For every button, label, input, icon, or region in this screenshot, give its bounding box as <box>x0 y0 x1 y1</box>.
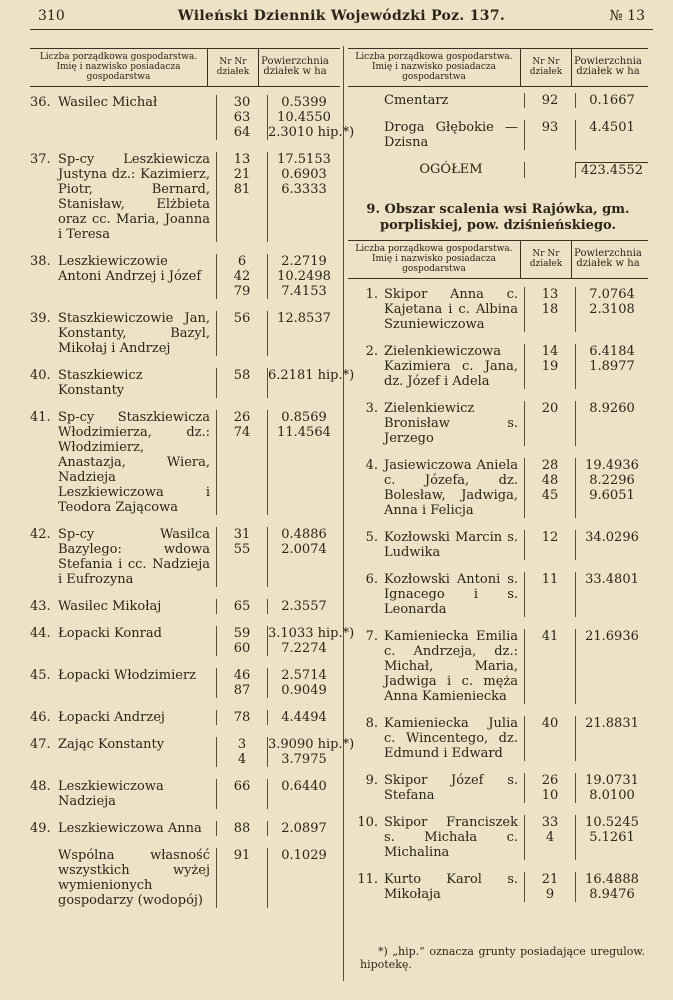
plot-areas <box>575 530 648 560</box>
owner-name: Jasiewiczowa Aniela c. Józefa, dz. Bolesław, Jadwiga, Anna i Felicja <box>384 458 518 518</box>
plot-areas <box>267 527 340 587</box>
entry-number: 42. <box>30 527 51 542</box>
plot-areas <box>575 401 648 446</box>
header-rule <box>30 29 653 30</box>
plot-numbers <box>216 779 267 809</box>
plot-area: 17.5153 <box>277 152 331 167</box>
plot-number: 26 <box>233 410 251 425</box>
plot-areas <box>267 668 340 698</box>
plot-numbers <box>216 668 267 698</box>
table-row <box>30 626 355 656</box>
plot-areas <box>575 162 648 178</box>
plot-numbers <box>524 872 575 902</box>
table-row <box>30 95 355 140</box>
plot-number: 41 <box>541 629 559 644</box>
table-row <box>30 368 355 398</box>
owner-name: Sp-cy Wasilca Bazylego: wdowa Stefania i cc. Nadzieja i Eufrozyna <box>58 527 210 587</box>
left-column <box>30 48 355 908</box>
table-row <box>348 629 648 704</box>
plot-area: 34.0296 <box>585 530 639 545</box>
plot-number: 88 <box>233 821 251 836</box>
plot-number: 79 <box>233 284 251 299</box>
plot-numbers <box>524 344 575 389</box>
entry-number: 3. <box>365 401 378 416</box>
plot-areas <box>575 572 648 617</box>
owner-name: Cmentarz <box>384 93 449 108</box>
entry-number: 4. <box>365 458 378 473</box>
owner-name: Wspólna własność wszystkich wyżej wymienionych gospodarzy (wodopój) <box>58 848 210 908</box>
plot-numbers <box>216 626 267 656</box>
plot-areas <box>267 821 340 836</box>
plot-number: 48 <box>541 473 559 488</box>
entry-number <box>30 848 58 908</box>
plot-numbers <box>216 368 267 398</box>
plot-number: 21 <box>233 167 251 182</box>
plot-area: 0.4886 <box>281 527 327 542</box>
plot-areas <box>575 716 648 761</box>
table-header-right-top <box>348 48 648 87</box>
plot-number: 30 <box>233 95 251 110</box>
table-row <box>30 668 340 698</box>
table-header-right <box>348 240 648 279</box>
owner-name: Łopacki Konrad <box>58 626 162 641</box>
entry-number: 1. <box>365 287 378 302</box>
table-row <box>348 716 648 761</box>
plot-area: 1.8977 <box>589 359 635 374</box>
entry-number: 9. <box>365 773 378 788</box>
table-row <box>348 93 648 108</box>
plot-areas <box>575 344 648 389</box>
plot-areas <box>575 872 648 902</box>
plot-areas <box>267 254 340 299</box>
entry-number: 43. <box>30 599 51 614</box>
owner-name: Kamieniecka Emilia c. Andrzeja, dz.: Michał, Maria, Jadwiga i c. męża Anna Kamieniecka <box>384 629 518 704</box>
plot-numbers <box>524 162 575 178</box>
plot-area: 0.6440 <box>281 779 327 794</box>
plot-area: 423.4552 <box>580 163 644 178</box>
plot-area: 19.0731 <box>585 773 639 788</box>
plot-numbers <box>216 821 267 836</box>
plot-numbers <box>216 254 267 299</box>
plot-area: 0.6903 <box>281 167 327 182</box>
right-top-table-body <box>348 93 648 178</box>
plot-area: 7.2274 <box>281 641 327 656</box>
plot-number: 14 <box>541 344 559 359</box>
left-table-body <box>30 95 355 908</box>
plot-area: 8.9476 <box>589 887 635 902</box>
entry-number: 49. <box>30 821 51 836</box>
plot-numbers <box>216 599 267 614</box>
plot-area: 2.0897 <box>281 821 327 836</box>
plot-numbers <box>216 710 267 725</box>
table-row <box>348 815 648 860</box>
plot-areas <box>267 626 355 656</box>
plot-area: 2.5714 <box>281 668 327 683</box>
plot-number: 26 <box>541 773 559 788</box>
plot-numbers <box>216 95 267 140</box>
owner-name: Wasilec Mikołaj <box>58 599 162 614</box>
entry-number: 8. <box>365 716 378 731</box>
plot-number: 93 <box>541 120 559 135</box>
owner-name: Droga Głębokie — Dzisna <box>384 120 518 150</box>
plot-areas <box>267 848 340 908</box>
plot-number: 92 <box>541 93 559 108</box>
plot-number: 58 <box>233 368 251 383</box>
owner-name: Łopacki Andrzej <box>58 710 165 725</box>
plot-numbers <box>524 401 575 446</box>
plot-number: 65 <box>233 599 251 614</box>
header-area: Powierzchnia działek w ha <box>571 241 644 278</box>
owner-name: Leszkiewiczowa Nadzieja <box>58 779 164 809</box>
plot-number: 74 <box>233 425 251 440</box>
entry-number <box>348 120 384 150</box>
plot-number: 87 <box>233 683 251 698</box>
plot-areas <box>267 410 340 515</box>
plot-number: 6 <box>237 254 247 269</box>
plot-area: 4.4494 <box>281 710 327 725</box>
entry-number: 39. <box>30 311 51 326</box>
right-table-body <box>348 287 648 902</box>
owner-name: Staszkiewiczowie Jan, Konstanty, Bazyl, Mikołaj i Andrzej <box>58 311 210 356</box>
plot-area: 9.6051 <box>589 488 635 503</box>
entry-number: 44. <box>30 626 51 641</box>
plot-areas <box>575 458 648 518</box>
plot-number: 60 <box>233 641 251 656</box>
plot-number: 4 <box>545 830 555 845</box>
table-row <box>348 401 648 446</box>
plot-areas <box>267 737 355 767</box>
entry-number: 41. <box>30 410 51 425</box>
owner-name: Sp-cy Leszkiewicza Justyna dz.: Kazimierz, Piotr, Bernard, Stanisław, Elżbieta oraz cc. Maria, Joanna i Teresa <box>58 152 210 242</box>
plot-area: 16.4888 <box>585 872 639 887</box>
plot-area: 33.4801 <box>585 572 639 587</box>
plot-areas <box>267 368 355 398</box>
entry-number: 45. <box>30 668 51 683</box>
plot-numbers <box>524 287 575 332</box>
plot-area: 6.2181 hip.*) <box>268 368 355 383</box>
table-row <box>30 527 340 587</box>
footnote: *) „hip.“ oznacza grunty posiadające uregulow. hipotekę. <box>360 945 645 971</box>
table-row <box>348 458 648 518</box>
table-row <box>348 287 648 332</box>
owner-name: Staszkiewicz Konstanty <box>58 368 143 398</box>
page-number: 310 <box>38 8 65 24</box>
plot-area: 12.8537 <box>277 311 331 326</box>
plot-area: 10.4550 <box>277 110 331 125</box>
plot-area: 3.7975 <box>281 752 327 767</box>
header-plots: Nr Nr działek <box>520 49 571 86</box>
plot-area: 6.4184 <box>589 344 635 359</box>
plot-number: 13 <box>233 152 251 167</box>
entry-number: 38. <box>30 254 51 269</box>
plot-area: 19.4936 <box>585 458 639 473</box>
plot-areas <box>575 773 648 803</box>
plot-area: 8.0100 <box>589 788 635 803</box>
plot-number: 46 <box>233 668 251 683</box>
table-row <box>30 821 340 836</box>
plot-areas <box>267 710 340 725</box>
entry-number <box>348 162 384 178</box>
header-owner: Liczba porządkowa gospodarstwa. Imię i nazwisko posiadacza gospodarstwa <box>355 52 513 82</box>
table-row <box>30 152 340 242</box>
table-row <box>30 779 340 809</box>
entry-number: 2. <box>365 344 378 359</box>
section-title: 9. Obszar scalenia wsi Rajówka, gm. porpliskiej, pow. dziśnieńskiego. <box>366 202 630 233</box>
owner-name: Kurto Karol s. Mikołaja <box>384 872 518 902</box>
plot-numbers <box>524 815 575 860</box>
plot-areas <box>267 152 340 242</box>
table-row <box>30 848 340 908</box>
plot-area: 3.9090 hip.*) <box>268 737 355 752</box>
plot-number: 59 <box>233 626 251 641</box>
plot-numbers <box>216 527 267 587</box>
plot-area: 0.1029 <box>281 848 327 863</box>
header-owner: Liczba porządkowa gospodarstwa. Imię i nazwisko posiadacza gospodarstwa <box>39 52 198 82</box>
plot-number: 81 <box>233 182 251 197</box>
plot-numbers <box>216 311 267 356</box>
plot-areas <box>575 93 648 108</box>
table-row <box>30 254 340 299</box>
owner-name: Leszkiewiczowie Antoni Andrzej i Józef <box>58 254 202 284</box>
table-header-left <box>30 48 340 87</box>
plot-number: 64 <box>233 125 251 140</box>
plot-area: 2.0074 <box>281 542 327 557</box>
plot-area: 7.4153 <box>281 284 327 299</box>
table-row <box>348 572 648 617</box>
table-row <box>30 410 340 515</box>
plot-numbers <box>524 629 575 704</box>
table-row <box>30 710 340 725</box>
owner-name: Wasilec Michał <box>58 95 158 110</box>
entry-number: 37. <box>30 152 51 167</box>
plot-number: 45 <box>541 488 559 503</box>
owner-name: Leszkiewiczowa Anna <box>58 821 202 836</box>
plot-area: 2.3108 <box>589 302 635 317</box>
header-area: Powierzchnia działek w ha <box>258 49 331 86</box>
plot-area: 21.6936 <box>585 629 639 644</box>
plot-number: 91 <box>233 848 251 863</box>
plot-numbers <box>524 773 575 803</box>
plot-numbers <box>216 848 267 908</box>
owner-name: Łopacki Włodzimierz <box>58 668 197 683</box>
plot-area: 5.1261 <box>589 830 635 845</box>
plot-numbers <box>524 120 575 150</box>
entry-number: 6. <box>365 572 378 587</box>
table-row <box>30 311 340 356</box>
plot-area: 0.5399 <box>281 95 327 110</box>
table-row <box>348 773 648 803</box>
table-row <box>348 120 648 150</box>
owner-name: Skipor Anna c. Kajetana i c. Albina Szuniewiczowa <box>384 287 518 332</box>
plot-number: 42 <box>233 269 251 284</box>
plot-areas <box>267 599 340 614</box>
entry-number: 46. <box>30 710 51 725</box>
plot-area: 8.9260 <box>589 401 635 416</box>
plot-number: 21 <box>541 872 559 887</box>
entry-number: 40. <box>30 368 51 383</box>
plot-number: 10 <box>541 788 559 803</box>
plot-number: 56 <box>233 311 251 326</box>
plot-area: 6.3333 <box>281 182 327 197</box>
entry-number: 47. <box>30 737 51 752</box>
plot-numbers <box>524 530 575 560</box>
plot-area: 2.3010 hip.*) <box>268 125 355 140</box>
table-row <box>30 599 340 614</box>
entry-number: 11. <box>357 872 378 887</box>
plot-area: 2.2719 <box>281 254 327 269</box>
owner-name: Skipor Franciszek s. Michała c. Michalina <box>384 815 518 860</box>
plot-number: 12 <box>541 530 559 545</box>
page-header <box>38 8 645 26</box>
plot-number: 33 <box>541 815 559 830</box>
table-row <box>348 530 648 560</box>
plot-area: 7.0764 <box>589 287 635 302</box>
owner-name: Skipor Józef s. Stefana <box>384 773 518 803</box>
owner-name: Kozłowski Antoni s. Ignacego i s. Leonarda <box>384 572 518 617</box>
plot-area: 8.2296 <box>589 473 635 488</box>
entry-number: 5. <box>365 530 378 545</box>
plot-number: 19 <box>541 359 559 374</box>
plot-numbers <box>216 152 267 242</box>
plot-area: 3.1033 hip.*) <box>268 626 355 641</box>
journal-title: Wileński Dziennik Wojewódzki Poz. 137. <box>177 8 506 24</box>
owner-name: Kozłowski Marcin s. Ludwika <box>384 530 518 560</box>
plot-area: 11.4564 <box>277 425 331 440</box>
plot-areas <box>267 311 340 356</box>
plot-area: 0.9049 <box>281 683 327 698</box>
plot-areas <box>267 779 340 809</box>
plot-areas <box>575 287 648 332</box>
entry-number: 10. <box>357 815 378 830</box>
plot-area: 10.2498 <box>277 269 331 284</box>
plot-area: 0.1667 <box>589 93 635 108</box>
column-divider <box>343 46 344 981</box>
table-row <box>348 872 648 902</box>
plot-number: 4 <box>237 752 247 767</box>
plot-numbers <box>216 737 267 767</box>
plot-number: 9 <box>545 887 555 902</box>
owner-name: Zielenkiewicz Bronisław s. Jerzego <box>384 401 518 446</box>
issue-number: № 13 <box>609 8 645 24</box>
entry-number: 36. <box>30 95 51 110</box>
plot-number: 55 <box>233 542 251 557</box>
owner-name: Kamieniecka Julia c. Wincentego, dz. Edmund i Edward <box>384 716 518 761</box>
plot-area: 10.5245 <box>585 815 639 830</box>
header-plots: Nr Nr działek <box>207 49 258 86</box>
plot-areas <box>575 815 648 860</box>
right-column <box>348 48 648 902</box>
plot-number: 31 <box>233 527 251 542</box>
owner-name: Zając Konstanty <box>58 737 165 752</box>
plot-numbers <box>216 410 267 515</box>
plot-area: 4.4501 <box>589 120 635 135</box>
owner-name: OGÓŁEM <box>419 162 483 177</box>
plot-area: 21.8831 <box>585 716 639 731</box>
plot-number: 63 <box>233 110 251 125</box>
plot-areas <box>575 120 648 150</box>
plot-area: 0.8569 <box>281 410 327 425</box>
plot-numbers <box>524 458 575 518</box>
owner-name: Sp-cy Staszkiewicza Włodzimierza, dz.: Włodzimierz, Anastazja, Wiera, Nadzieja Leszkiewiczowa i Teodora Zającowa <box>58 410 210 515</box>
plot-number: 20 <box>541 401 559 416</box>
entry-number <box>348 93 384 108</box>
plot-number: 28 <box>541 458 559 473</box>
header-owner: Liczba porządkowa gospodarstwa. Imię i nazwisko posiadacza gospodarstwa <box>355 244 513 274</box>
plot-numbers <box>524 572 575 617</box>
plot-number: 3 <box>237 737 247 752</box>
entry-number: 7. <box>365 629 378 644</box>
plot-number: 13 <box>541 287 559 302</box>
plot-number: 40 <box>541 716 559 731</box>
entry-number: 48. <box>30 779 51 794</box>
plot-numbers <box>524 93 575 108</box>
plot-areas <box>267 95 355 140</box>
table-row <box>348 344 648 389</box>
plot-number: 18 <box>541 302 559 317</box>
plot-number: 11 <box>541 572 559 587</box>
plot-number: 66 <box>233 779 251 794</box>
header-area: Powierzchnia działek w ha <box>571 49 644 86</box>
table-row <box>348 162 648 178</box>
header-plots: Nr Nr działek <box>520 241 571 278</box>
table-row <box>30 737 355 767</box>
plot-area: 2.3557 <box>281 599 327 614</box>
owner-name: Zielenkiewiczowa Kazimiera c. Jana, dz. Józef i Adela <box>384 344 518 389</box>
plot-numbers <box>524 716 575 761</box>
plot-number: 78 <box>233 710 251 725</box>
plot-areas <box>575 629 648 704</box>
